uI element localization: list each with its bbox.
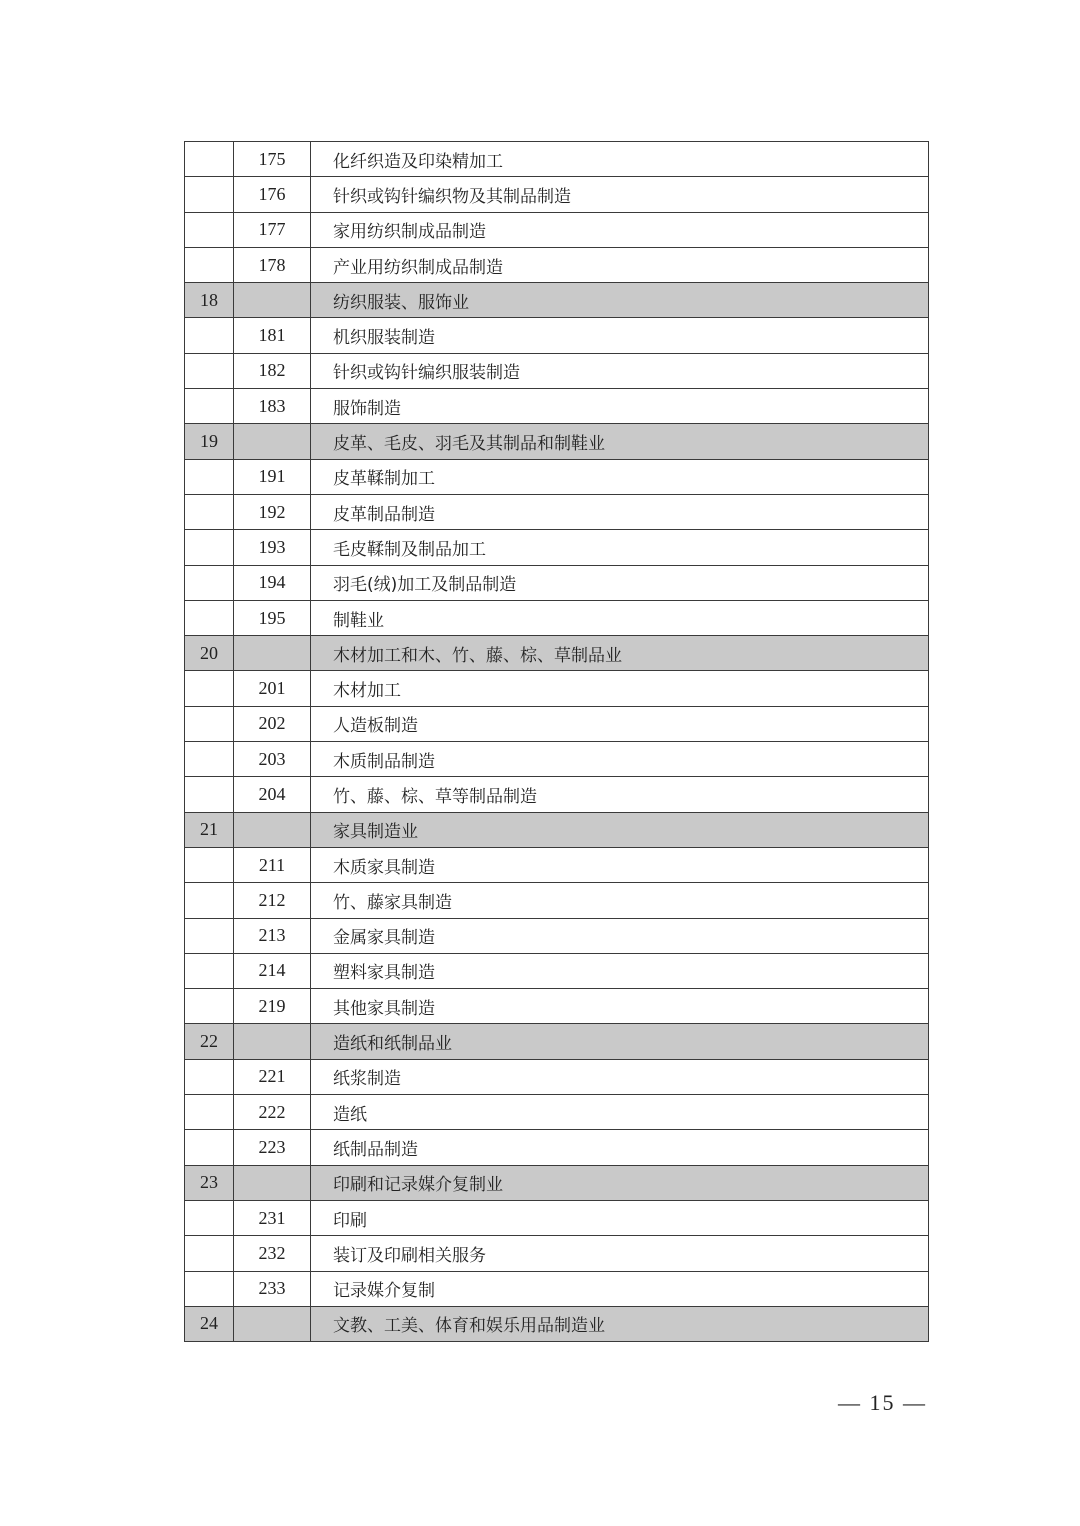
category-name-cell: 竹、藤、棕、草等制品制造 [311, 777, 929, 812]
major-code-cell [185, 459, 234, 494]
table-row [185, 459, 929, 494]
category-name-cell: 纺织服装、服饰业 [311, 283, 929, 318]
category-name-cell: 机织服装制造 [311, 318, 929, 353]
industry-classification-table [184, 141, 929, 1342]
table-row [185, 742, 929, 777]
minor-code-cell: 191 [234, 459, 311, 494]
table-row [185, 212, 929, 247]
major-code-cell [185, 530, 234, 565]
table-row [185, 247, 929, 282]
category-name-cell: 造纸 [311, 1095, 929, 1130]
table-row [185, 177, 929, 212]
minor-code-cell [234, 1024, 311, 1059]
major-code-cell [185, 389, 234, 424]
minor-code-cell: 223 [234, 1130, 311, 1165]
major-code-cell [185, 142, 234, 177]
page-number: — 15 — [838, 1390, 927, 1415]
major-category-row [185, 1165, 929, 1200]
category-name-cell: 木材加工 [311, 671, 929, 706]
minor-code-cell: 222 [234, 1095, 311, 1130]
minor-code-cell: 231 [234, 1200, 311, 1235]
category-name-cell: 家具制造业 [311, 812, 929, 847]
table-row [185, 600, 929, 635]
major-code-cell: 24 [185, 1306, 234, 1341]
minor-code-cell [234, 424, 311, 459]
category-name-cell: 针织或钩针编织服装制造 [311, 353, 929, 388]
category-name-cell: 印刷 [311, 1200, 929, 1235]
major-code-cell [185, 1095, 234, 1130]
major-category-row [185, 812, 929, 847]
category-name-cell: 装订及印刷相关服务 [311, 1236, 929, 1271]
category-name-cell: 皮革、毛皮、羽毛及其制品和制鞋业 [311, 424, 929, 459]
table-row [185, 777, 929, 812]
major-code-cell [185, 247, 234, 282]
major-code-cell [185, 600, 234, 635]
table-row [185, 989, 929, 1024]
category-name-cell: 纸浆制造 [311, 1059, 929, 1094]
table-row [185, 389, 929, 424]
category-name-cell: 家用纺织制成品制造 [311, 212, 929, 247]
category-name-cell: 人造板制造 [311, 706, 929, 741]
major-code-cell [185, 1200, 234, 1235]
major-code-cell [185, 883, 234, 918]
minor-code-cell: 183 [234, 389, 311, 424]
category-name-cell: 服饰制造 [311, 389, 929, 424]
major-code-cell [185, 989, 234, 1024]
table-row [185, 1200, 929, 1235]
minor-code-cell: 219 [234, 989, 311, 1024]
category-name-cell: 木质家具制造 [311, 847, 929, 882]
minor-code-cell [234, 1165, 311, 1200]
minor-code-cell: 214 [234, 953, 311, 988]
category-name-cell: 皮革制品制造 [311, 494, 929, 529]
minor-code-cell: 233 [234, 1271, 311, 1306]
minor-code-cell: 182 [234, 353, 311, 388]
category-name-cell: 塑料家具制造 [311, 953, 929, 988]
minor-code-cell: 178 [234, 247, 311, 282]
minor-code-cell: 202 [234, 706, 311, 741]
major-code-cell: 23 [185, 1165, 234, 1200]
table-row [185, 1059, 929, 1094]
major-code-cell: 22 [185, 1024, 234, 1059]
major-code-cell [185, 953, 234, 988]
table-row [185, 494, 929, 529]
major-code-cell [185, 1236, 234, 1271]
major-category-row [185, 1306, 929, 1341]
category-name-cell: 印刷和记录媒介复制业 [311, 1165, 929, 1200]
minor-code-cell: 213 [234, 918, 311, 953]
major-code-cell [185, 847, 234, 882]
major-code-cell [185, 777, 234, 812]
major-code-cell: 20 [185, 636, 234, 671]
table-body [185, 142, 929, 1342]
category-name-cell: 造纸和纸制品业 [311, 1024, 929, 1059]
minor-code-cell: 193 [234, 530, 311, 565]
major-code-cell [185, 671, 234, 706]
major-category-row [185, 636, 929, 671]
minor-code-cell: 192 [234, 494, 311, 529]
major-code-cell [185, 177, 234, 212]
table-row [185, 1271, 929, 1306]
major-code-cell [185, 353, 234, 388]
minor-code-cell [234, 812, 311, 847]
major-category-row [185, 424, 929, 459]
category-name-cell: 木材加工和木、竹、藤、棕、草制品业 [311, 636, 929, 671]
major-code-cell: 19 [185, 424, 234, 459]
table-row [185, 530, 929, 565]
category-name-cell: 皮革鞣制加工 [311, 459, 929, 494]
major-code-cell [185, 1271, 234, 1306]
category-name-cell: 化纤织造及印染精加工 [311, 142, 929, 177]
table-row [185, 918, 929, 953]
category-name-cell: 木质制品制造 [311, 742, 929, 777]
minor-code-cell: 194 [234, 565, 311, 600]
table-row [185, 706, 929, 741]
minor-code-cell [234, 1306, 311, 1341]
table-row [185, 883, 929, 918]
table-row [185, 671, 929, 706]
table-row [185, 318, 929, 353]
table-row [185, 142, 929, 177]
table-row [185, 1095, 929, 1130]
table-row [185, 953, 929, 988]
major-code-cell [185, 1059, 234, 1094]
major-code-cell: 21 [185, 812, 234, 847]
table-row [185, 353, 929, 388]
classification-table [184, 141, 929, 1342]
category-name-cell: 记录媒介复制 [311, 1271, 929, 1306]
table-row [185, 1236, 929, 1271]
table-row [185, 1130, 929, 1165]
minor-code-cell: 203 [234, 742, 311, 777]
category-name-cell: 文教、工美、体育和娱乐用品制造业 [311, 1306, 929, 1341]
table-row [185, 565, 929, 600]
major-code-cell [185, 318, 234, 353]
major-code-cell [185, 706, 234, 741]
category-name-cell: 制鞋业 [311, 600, 929, 635]
minor-code-cell: 221 [234, 1059, 311, 1094]
major-code-cell: 18 [185, 283, 234, 318]
category-name-cell: 羽毛(绒)加工及制品制造 [311, 565, 929, 600]
minor-code-cell [234, 636, 311, 671]
major-category-row [185, 1024, 929, 1059]
minor-code-cell: 177 [234, 212, 311, 247]
major-code-cell [185, 918, 234, 953]
minor-code-cell: 201 [234, 671, 311, 706]
minor-code-cell [234, 283, 311, 318]
major-code-cell [185, 1130, 234, 1165]
table-row [185, 847, 929, 882]
minor-code-cell: 181 [234, 318, 311, 353]
minor-code-cell: 212 [234, 883, 311, 918]
major-code-cell [185, 494, 234, 529]
category-name-cell: 针织或钩针编织物及其制品制造 [311, 177, 929, 212]
major-code-cell [185, 565, 234, 600]
minor-code-cell: 204 [234, 777, 311, 812]
category-name-cell: 纸制品制造 [311, 1130, 929, 1165]
minor-code-cell: 175 [234, 142, 311, 177]
minor-code-cell: 232 [234, 1236, 311, 1271]
major-code-cell [185, 742, 234, 777]
category-name-cell: 金属家具制造 [311, 918, 929, 953]
category-name-cell: 竹、藤家具制造 [311, 883, 929, 918]
minor-code-cell: 176 [234, 177, 311, 212]
category-name-cell: 产业用纺织制成品制造 [311, 247, 929, 282]
major-category-row [185, 283, 929, 318]
category-name-cell: 毛皮鞣制及制品加工 [311, 530, 929, 565]
minor-code-cell: 195 [234, 600, 311, 635]
minor-code-cell: 211 [234, 847, 311, 882]
category-name-cell: 其他家具制造 [311, 989, 929, 1024]
major-code-cell [185, 212, 234, 247]
